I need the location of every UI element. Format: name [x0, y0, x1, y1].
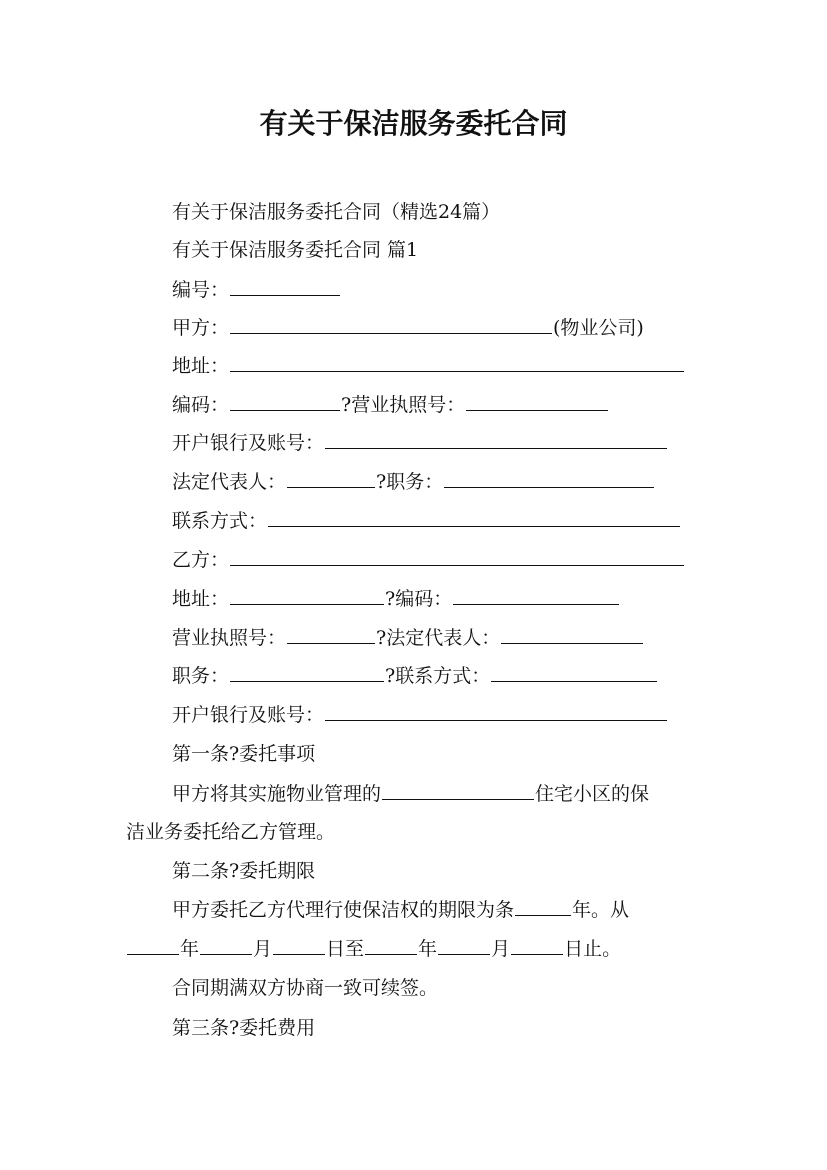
license-label: ?营业执照号：	[341, 394, 466, 416]
contact-label: 联系方式：	[172, 510, 268, 532]
position-b-label: 职务：	[172, 665, 230, 687]
field-contact	[172, 509, 681, 533]
license-b-blank	[287, 626, 375, 644]
address-label: 地址：	[172, 355, 230, 377]
start-month-blank	[200, 937, 252, 955]
end-month-blank	[438, 937, 490, 955]
start-year-blank	[127, 937, 179, 955]
party-a-blank	[230, 316, 552, 334]
field-legal-rep-position	[172, 470, 655, 494]
party-a-suffix: (物业公司)	[553, 317, 644, 339]
article2-date-range	[126, 937, 621, 961]
position-blank	[444, 470, 654, 488]
start-day-blank	[273, 937, 325, 955]
article1-heading: 第一条?委托事项	[172, 743, 316, 765]
address-blank	[230, 354, 684, 372]
field-party-a	[172, 316, 644, 340]
legal-rep-b-blank	[501, 626, 643, 644]
section-heading: 有关于保洁服务委托合同 篇1	[172, 239, 419, 261]
license-b-label: 营业执照号：	[172, 627, 287, 649]
article1-text-part1: 甲方将其实施物业管理的	[172, 783, 382, 805]
number-blank	[230, 278, 340, 296]
bank-b-label: 开户银行及账号：	[172, 704, 325, 726]
postcode-label: 编码：	[172, 394, 230, 416]
position-b-blank	[230, 664, 384, 682]
start-year-label: 年	[180, 938, 200, 960]
position-label: ?职务：	[376, 471, 444, 493]
article2-renewal: 合同期满双方协商一致可续签。	[172, 977, 439, 999]
bank-label: 开户银行及账号：	[172, 432, 325, 454]
field-postcode-license	[172, 393, 609, 417]
article2-heading: 第二条?委托期限	[172, 860, 316, 882]
article2-text-part1: 甲方委托乙方代理行使保洁权的期限为条	[172, 899, 515, 921]
contact-b-blank	[491, 664, 657, 682]
article3-heading: 第三条?委托费用	[172, 1017, 316, 1039]
end-month-label: 月	[491, 938, 511, 960]
party-a-label: 甲方：	[172, 317, 230, 339]
field-address	[172, 354, 685, 378]
end-year-blank	[365, 937, 417, 955]
document-title: 有关于保洁服务委托合同	[259, 107, 568, 140]
legal-rep-b-label: ?法定代表人：	[376, 627, 501, 649]
postcode-blank	[230, 393, 340, 411]
start-month-label: 月	[253, 938, 273, 960]
article2-paragraph-line1	[172, 898, 629, 922]
document-subtitle: 有关于保洁服务委托合同（精选24篇）	[172, 201, 501, 223]
contact-blank	[268, 509, 680, 527]
field-license-legal-rep-b	[172, 626, 644, 650]
community-blank	[382, 782, 534, 800]
party-b-blank	[230, 548, 684, 566]
field-address-postcode-b	[172, 587, 620, 611]
article1-paragraph-line2: 洁业务委托给乙方管理。	[126, 821, 336, 843]
end-day-label: 日止。	[564, 938, 622, 960]
postcode-b-label: ?编码：	[385, 588, 453, 610]
party-b-label: 乙方：	[172, 549, 230, 571]
address-b-blank	[230, 587, 384, 605]
article1-paragraph-line1	[172, 782, 649, 806]
bank-blank	[325, 431, 667, 449]
start-day-label: 日至	[326, 938, 365, 960]
license-blank	[466, 393, 608, 411]
contact-b-label: ?联系方式：	[385, 665, 491, 687]
end-day-blank	[511, 937, 563, 955]
field-number	[172, 278, 341, 302]
article2-text-part2: 年。从	[572, 899, 630, 921]
field-bank-b	[172, 703, 668, 727]
article1-text-part2: 住宅小区的保	[535, 783, 650, 805]
term-years-blank	[515, 898, 571, 916]
field-position-contact-b	[172, 664, 658, 688]
end-year-label: 年	[418, 938, 438, 960]
postcode-b-blank	[453, 587, 619, 605]
number-label: 编号：	[172, 279, 230, 301]
bank-b-blank	[325, 703, 667, 721]
legal-rep-label: 法定代表人：	[172, 471, 287, 493]
address-b-label: 地址：	[172, 588, 230, 610]
legal-rep-blank	[287, 470, 375, 488]
field-party-b	[172, 548, 685, 572]
field-bank	[172, 431, 668, 455]
